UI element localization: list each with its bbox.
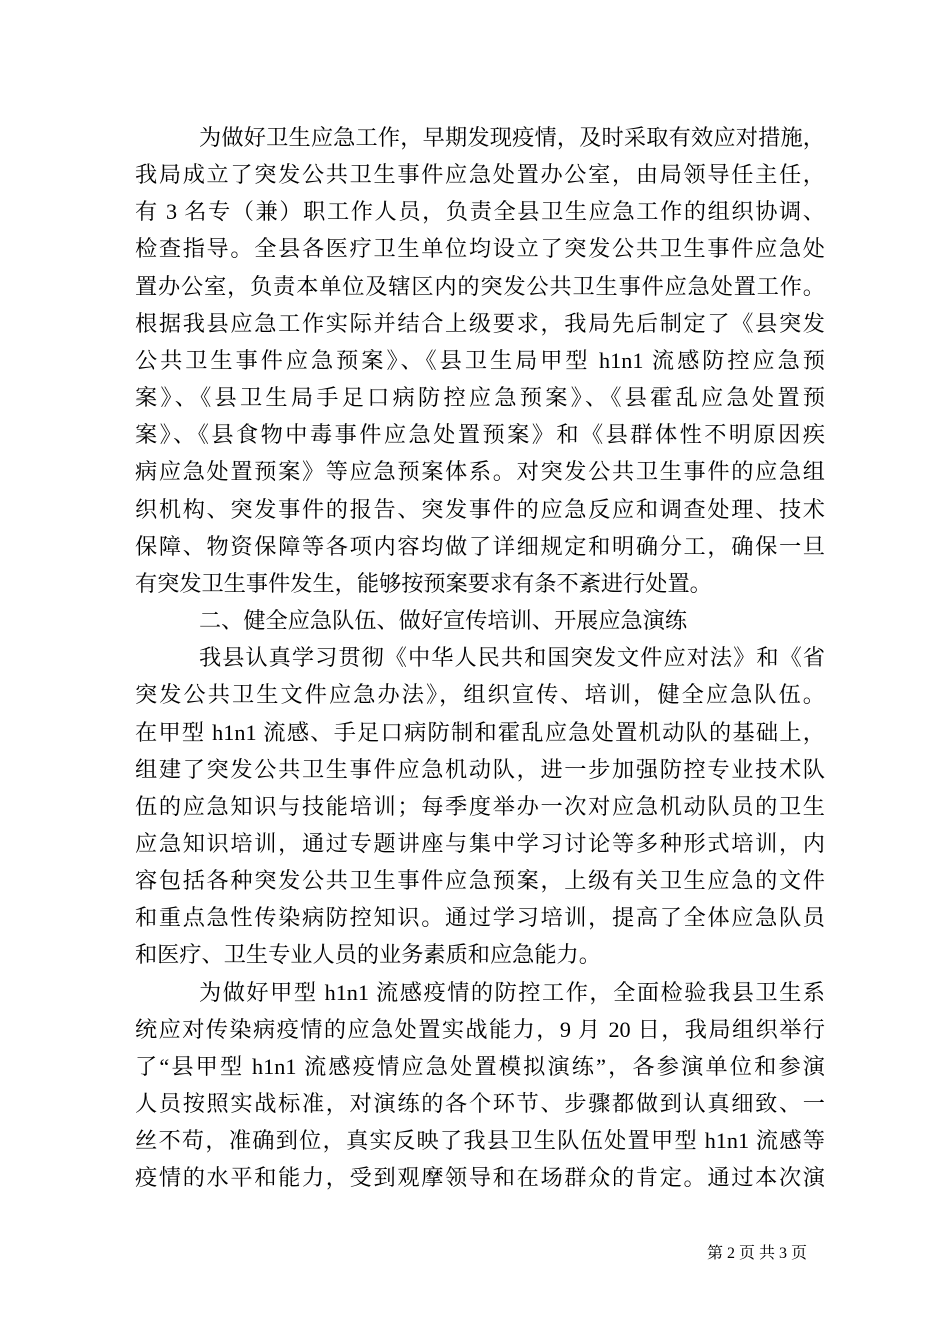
text-line: 容包括各种突发公共卫生事件应急预案，上级有关卫生应急的文件	[135, 868, 825, 894]
page-footer: 第 2 页 共 3 页	[706, 1245, 807, 1262]
text-line: 人员按照实战标准，对演练的各个环节、步骤都做到认真细致、一	[135, 1091, 825, 1117]
text-line: 有突发卫生事件发生，能够按预案要求有条不紊进行处置。	[135, 570, 712, 596]
text-line: 了“县甲型 h1n1 流感疫情应急处置模拟演练”，各参演单位和参演	[135, 1053, 825, 1079]
text-line: 和重点急性传染病防控知识。通过学习培训，提高了全体应急队员	[135, 905, 825, 931]
text-line: 有 3 名专（兼）职工作人员，负责全县卫生应急工作的组织协调、	[135, 199, 825, 225]
text-line: 为做好甲型 h1n1 流感疫情的防控工作，全面检验我县卫生系	[199, 979, 825, 1005]
text-line: 公共卫生事件应急预案》、《县卫生局甲型 h1n1 流感防控应急预	[135, 347, 825, 373]
text-line: 组建了突发公共卫生事件应急机动队，进一步加强防控专业技术队	[135, 756, 825, 782]
text-line: 我县认真学习贯彻《中华人民共和国突发文件应对法》和《省	[199, 645, 825, 671]
text-line: 我局成立了突发公共卫生事件应急处置办公室，由局领导任主任，	[135, 162, 825, 188]
text-line: 置办公室，负责本单位及辖区内的突发公共卫生事件应急处置工作。	[135, 273, 825, 299]
text-line: 根据我县应急工作实际并结合上级要求，我局先后制定了《县突发	[135, 310, 825, 336]
document-body	[135, 119, 825, 1197]
text-line: 检查指导。全县各医疗卫生单位均设立了突发公共卫生事件应急处	[135, 236, 825, 262]
text-line: 为做好卫生应急工作，早期发现疫情，及时采取有效应对措施，	[199, 125, 825, 150]
text-line: 突发公共卫生文件应急办法》，组织宣传、培训，健全应急队伍。	[135, 682, 825, 708]
text-line: 伍的应急知识与技能培训；每季度举办一次对应急机动队员的卫生	[135, 793, 825, 819]
text-line: 在甲型 h1n1 流感、手足口病防制和霍乱应急处置机动队的基础上，	[135, 719, 825, 745]
text-line: 和医疗、卫生专业人员的业务素质和应急能力。	[135, 942, 601, 968]
text-line: 案》、《县卫生局手足口病防控应急预案》、《县霍乱应急处置预	[135, 385, 825, 411]
text-line: 统应对传染病疫情的应急处置实战能力，9 月 20 日，我局组织举行	[135, 1016, 825, 1042]
text-line: 织机构、突发事件的报告、突发事件的应急反应和调查处理、技术	[135, 496, 825, 522]
text-line: 二、健全应急队伍、做好宣传培训、开展应急演练	[199, 608, 688, 634]
text-line: 案》、《县食物中毒事件应急处置预案》和《县群体性不明原因疾	[135, 422, 825, 448]
text-line: 丝不苟，准确到位，真实反映了我县卫生队伍处置甲型 h1n1 流感等	[135, 1128, 825, 1154]
text-line: 应急知识培训，通过专题讲座与集中学习讨论等多种形式培训，内	[135, 830, 825, 856]
text-line: 疫情的水平和能力，受到观摩领导和在场群众的肯定。通过本次演	[135, 1165, 825, 1191]
text-line: 病应急处置预案》等应急预案体系。对突发公共卫生事件的应急组	[135, 459, 825, 485]
text-line: 保障、物资保障等各项内容均做了详细规定和明确分工，确保一旦	[135, 533, 825, 559]
